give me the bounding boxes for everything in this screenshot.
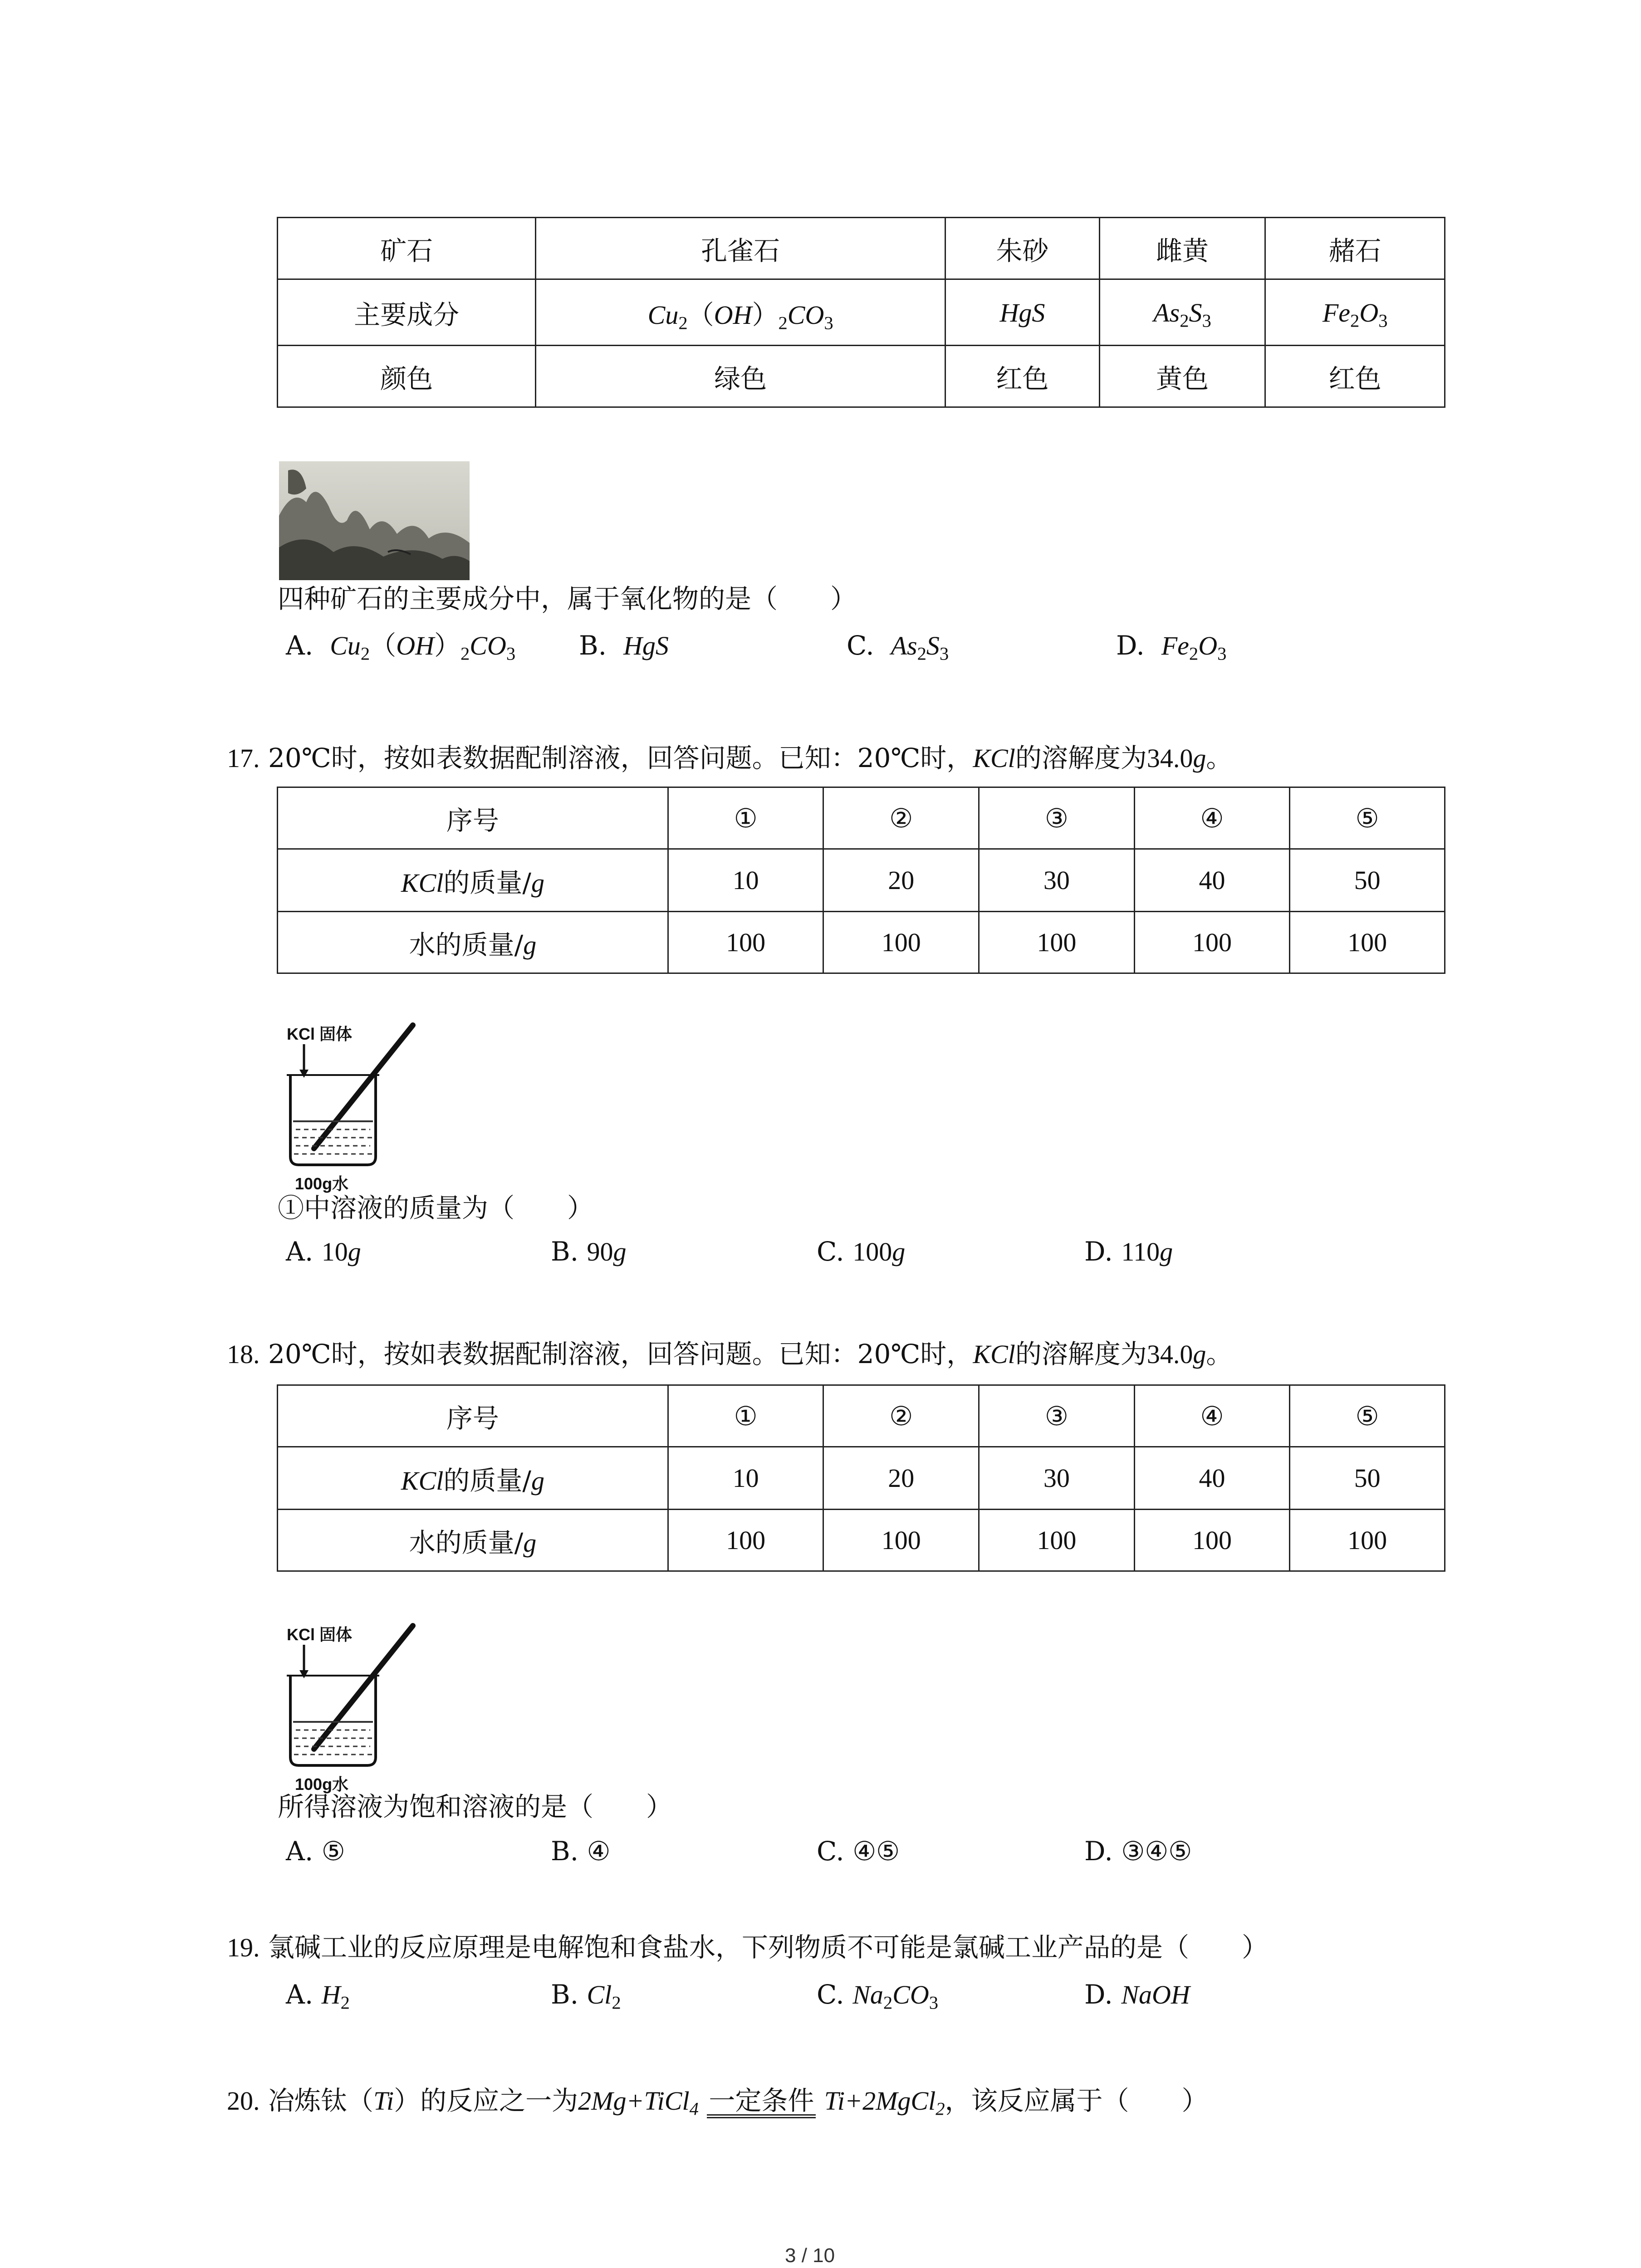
table-cell: 100 [979,912,1135,973]
q18-option-a[interactable]: A. ⑤ [286,1836,345,1867]
table-cell: 20 [823,849,979,912]
kcl-table-q17 [277,787,1445,974]
q16-option-a[interactable]: A. $Cu_2(OH)_2CO_3$ [286,630,516,664]
q17-option-c[interactable]: C. 100g [817,1236,906,1267]
question-number: 20. [227,2086,260,2116]
table-cell: 10 [668,1447,823,1510]
row-label-cell: KCl的质量/g [278,1447,668,1510]
row-label-cell: 水的质量/g [278,912,668,973]
table-cell: 100 [668,912,823,973]
kcl-solid-label: KCl 固体 [287,1625,353,1644]
q19-option-a[interactable]: A. $H_2$ [286,1979,350,2013]
ore-name-cell: 孔雀石 [536,218,945,279]
formula-cell: $Cu_2(OH)_2CO_3$ [536,279,945,346]
table-cell: 10 [668,849,823,912]
q20-stem: 20. 冶炼钛（Ti）的反应之一为2Mg+TiCl$_4$ 一定条件 Ti+2MgCl$_2$，该反应属于（ ） [227,2085,1208,2119]
page-number: 3 / 10 [785,2244,835,2267]
table-cell: 100 [1290,912,1445,973]
beaker-figure [286,1021,417,1193]
color-cell: 红色 [945,346,1100,407]
reaction-condition: 一定条件 [707,2087,816,2118]
beaker-figure [286,1621,417,1794]
table-cell: 30 [979,849,1135,912]
kcl-table-q18 [277,1384,1445,1572]
row-label-cell: 水的质量/g [278,1510,668,1571]
kcl-solid-label: KCl 固体 [287,1025,353,1043]
question-number: 17. [227,743,260,773]
table-header-cell: 序号 [278,1385,668,1447]
table-cell: 40 [1134,1447,1290,1510]
table-header-cell: ⑤ [1290,787,1445,849]
ore-header-cell: 矿石 [278,218,536,279]
table-cell: 100 [668,1510,823,1571]
ore-header-cell: 主要成分 [278,279,536,346]
row-label-cell: KCl的质量/g [278,849,668,912]
color-cell: 黄色 [1099,346,1265,407]
table-header-cell: 序号 [278,787,668,849]
q18-stem: 18. 20℃时，按如表数据配制溶液，回答问题。已知：20℃时，KCl的溶解度为34.0g。 [227,1339,1233,1369]
q18-option-d[interactable]: D. ③④⑤ [1084,1836,1192,1867]
table-header-cell: ① [668,787,823,849]
table-header-cell: ② [823,787,979,849]
table-header-cell: ① [668,1385,823,1447]
q16-option-b[interactable]: B. HgS [579,630,669,661]
landscape-painting-image [279,461,470,580]
ore-header-cell: 颜色 [278,346,536,407]
table-cell: 50 [1290,1447,1445,1510]
ore-name-cell: 朱砂 [945,218,1100,279]
ore-name-cell: 雌黄 [1099,218,1265,279]
formula-cell: $As_2S_3$ [1099,279,1265,346]
q18-question: 所得溶液为饱和溶液的是（ ） [278,1791,673,1822]
reaction-reactants: 2Mg+TiCl$_4$ [578,2086,699,2119]
table-header-cell: ③ [979,787,1135,849]
ore-table [277,217,1445,408]
table-header-cell: ④ [1134,787,1290,849]
table-cell: 100 [979,1510,1135,1571]
table-cell: 20 [823,1447,979,1510]
q19-option-d[interactable]: D. NaOH [1084,1979,1190,2010]
table-cell: 100 [1290,1510,1445,1571]
q19-option-c[interactable]: C. $Na_2CO_3$ [817,1979,939,2013]
table-header-cell: ② [823,1385,979,1447]
formula-cell: HgS [945,279,1100,346]
q16-option-c[interactable]: C. $As_2S_3$ [847,630,949,664]
reaction-products: Ti+2MgCl$_2$ [824,2086,945,2119]
q17-option-b[interactable]: B. 90g [551,1236,627,1267]
table-cell: 100 [1134,912,1290,973]
q17-option-a[interactable]: A. 10g [286,1236,361,1267]
color-cell: 红色 [1265,346,1445,407]
color-cell: 绿色 [536,346,945,407]
q17-stem: 17. 20℃时，按如表数据配制溶液，回答问题。已知：20℃时，KCl的溶解度为34.0g。 [227,743,1233,773]
table-header-cell: ⑤ [1290,1385,1445,1447]
ore-name-cell: 赭石 [1265,218,1445,279]
table-cell: 30 [979,1447,1135,1510]
table-cell: 50 [1290,849,1445,912]
question-number: 19. [227,1933,260,1962]
q17-question: ①中溶液的质量为（ ） [278,1193,594,1223]
formula-cell: $Fe_2O_3$ [1265,279,1445,346]
table-cell: 100 [823,912,979,973]
q16-question: 四种矿石的主要成分中，属于氧化物的是（ ） [278,583,857,614]
water-label: 100g水 [295,1174,349,1193]
q19-option-b[interactable]: B. $Cl_2$ [551,1979,621,2013]
table-cell: 100 [1134,1510,1290,1571]
water-label: 100g水 [295,1775,349,1794]
table-cell: 100 [823,1510,979,1571]
question-number: 18. [227,1339,260,1369]
table-header-cell: ④ [1134,1385,1290,1447]
table-cell: 40 [1134,849,1290,912]
q19-stem: 19. 氯碱工业的反应原理是电解饱和食盐水，下列物质不可能是氯碱工业产品的是（ ） [227,1932,1268,1963]
q17-option-d[interactable]: D. 110g [1084,1236,1173,1267]
table-header-cell: ③ [979,1385,1135,1447]
q16-option-d[interactable]: D. $Fe_2O_3$ [1116,630,1227,664]
q18-option-b[interactable]: B. ④ [551,1836,611,1867]
q18-option-c[interactable]: C. ④⑤ [817,1836,900,1867]
